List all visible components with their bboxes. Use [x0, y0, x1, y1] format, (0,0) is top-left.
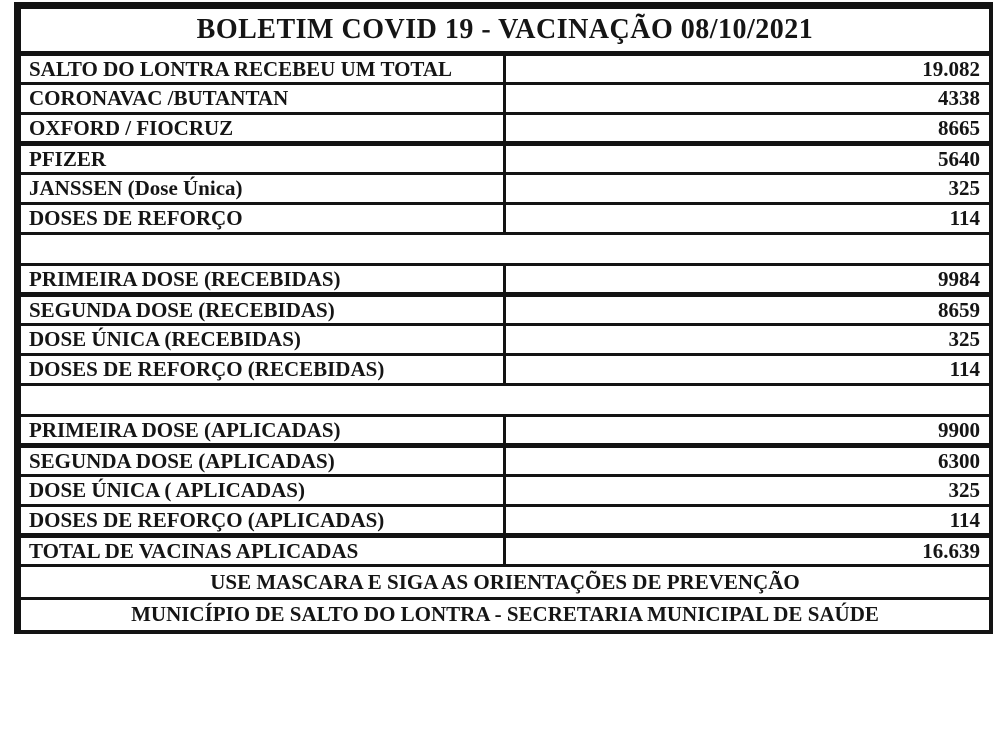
- row-value: 9984: [504, 265, 991, 295]
- row-value: 5640: [504, 144, 991, 174]
- table-row: [18, 204, 992, 234]
- row-value: 325: [504, 325, 991, 355]
- row-label: DOSES DE REFORÇO (APLICADAS): [18, 506, 505, 536]
- row-value: 6300: [504, 446, 991, 476]
- row-value: 16.639: [504, 536, 991, 566]
- bulletin-rows: [18, 6, 992, 632]
- row-value: 4338: [504, 84, 991, 114]
- table-row: [18, 174, 992, 204]
- table-row: [18, 84, 992, 114]
- table-row: [18, 416, 992, 446]
- row-label: SEGUNDA DOSE (APLICADAS): [18, 446, 505, 476]
- row-label: PRIMEIRA DOSE (APLICADAS): [18, 416, 505, 446]
- row-value: 19.082: [504, 54, 991, 84]
- table-row: [18, 325, 992, 355]
- row-label: OXFORD / FIOCRUZ: [18, 114, 505, 144]
- row-label: JANSSEN (Dose Única): [18, 174, 505, 204]
- table-row: [18, 446, 992, 476]
- row-label: PRIMEIRA DOSE (RECEBIDAS): [18, 265, 505, 295]
- table-row: [18, 144, 992, 174]
- table-row: [18, 476, 992, 506]
- row-value: 114: [504, 355, 991, 385]
- row-label: PFIZER: [18, 144, 505, 174]
- table-row: [18, 506, 992, 536]
- table-row: [18, 355, 992, 385]
- spacer-row: [18, 234, 992, 265]
- row-value: 114: [504, 204, 991, 234]
- spacer-cell: [18, 385, 992, 416]
- row-label: DOSE ÚNICA ( APLICADAS): [18, 476, 505, 506]
- municipality-credit: MUNICÍPIO DE SALTO DO LONTRA - SECRETARIA MUNICIPAL DE SAÚDE: [18, 599, 992, 632]
- row-value: 8659: [504, 295, 991, 325]
- table-row: [18, 265, 992, 295]
- spacer-cell: [18, 234, 992, 265]
- row-label: DOSES DE REFORÇO (RECEBIDAS): [18, 355, 505, 385]
- table-row: [18, 114, 992, 144]
- spacer-row: [18, 385, 992, 416]
- bulletin-title: BOLETIM COVID 19 - VACINAÇÃO 08/10/2021: [18, 6, 992, 54]
- table-row: [18, 295, 992, 325]
- row-value: 325: [504, 174, 991, 204]
- footer-note-row: [18, 566, 992, 599]
- vaccination-bulletin-table: [14, 2, 993, 634]
- credit-row: [18, 599, 992, 632]
- row-value: 114: [504, 506, 991, 536]
- row-label: TOTAL DE VACINAS APLICADAS: [18, 536, 505, 566]
- row-label: CORONAVAC /BUTANTAN: [18, 84, 505, 114]
- row-value: 9900: [504, 416, 991, 446]
- row-label: SALTO DO LONTRA RECEBEU UM TOTAL: [18, 54, 505, 84]
- row-label: DOSES DE REFORÇO: [18, 204, 505, 234]
- row-label: SEGUNDA DOSE (RECEBIDAS): [18, 295, 505, 325]
- title-row: [18, 6, 992, 54]
- table-row: [18, 536, 992, 566]
- row-value: 325: [504, 476, 991, 506]
- row-value: 8665: [504, 114, 991, 144]
- row-label: DOSE ÚNICA (RECEBIDAS): [18, 325, 505, 355]
- prevention-note: USE MASCARA E SIGA AS ORIENTAÇÕES DE PREVENÇÃO: [18, 566, 992, 599]
- table-row: [18, 54, 992, 84]
